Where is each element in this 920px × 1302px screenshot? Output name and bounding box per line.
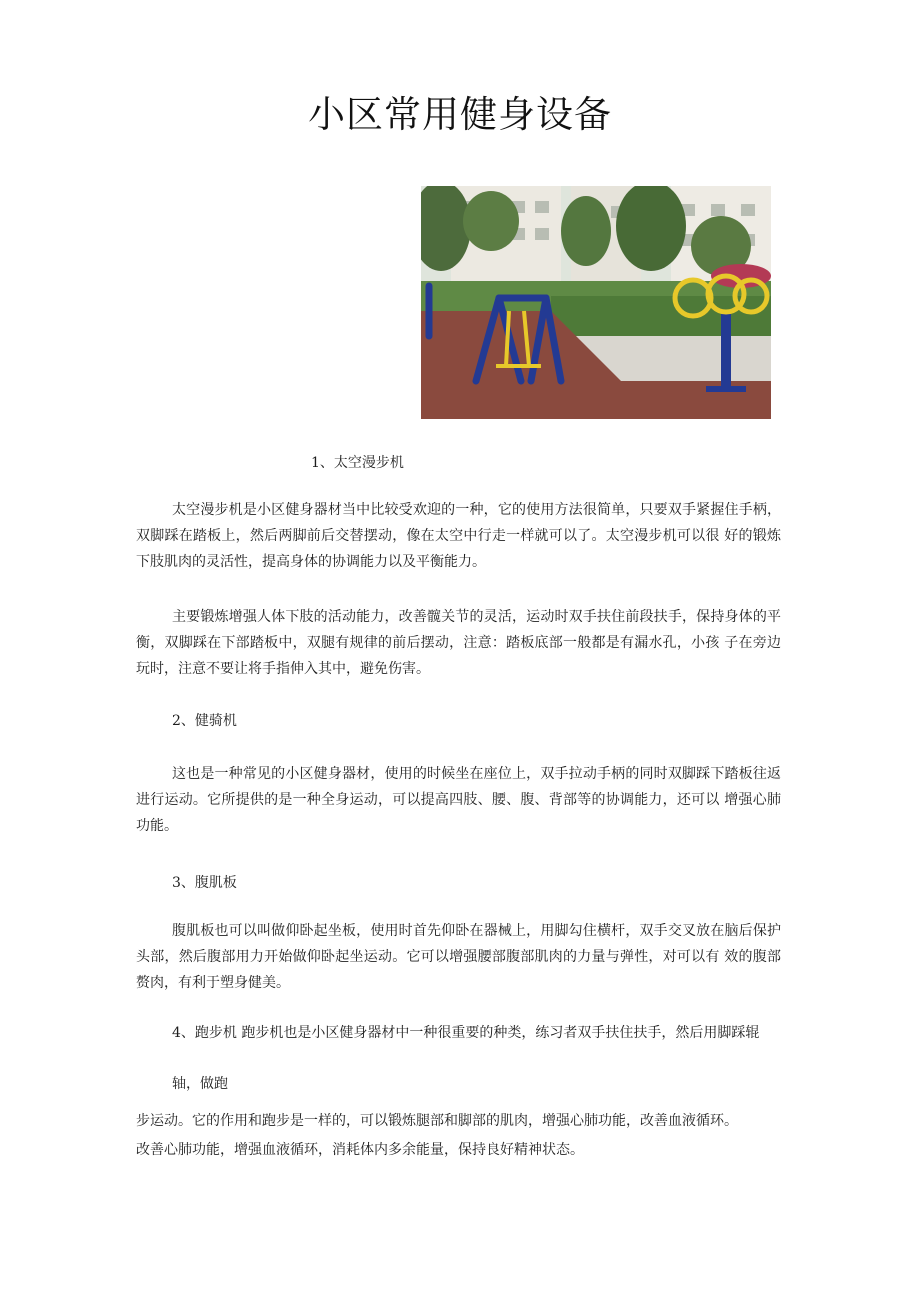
section-1-paragraph-2: 主要锻炼增强人体下肢的活动能力，改善髋关节的灵活，运动时双手扶住前段扶手，保持身体的平衡，双脚踩在下部踏板中，双腿有规律的前后摆动，注意：踏板底部一般都是有漏水孔，小孩 子在旁边玩时，注意不要让将手指伸入其中，避免伤害。 [136,609,781,677]
section-4-line-2: 步运动。它的作用和跑步是一样的，可以锻炼腿部和脚部的肌肉，增强心肺功能，改善血液循环。 [136,1113,738,1129]
photo-illustration [421,186,771,419]
section-heading-3: 3、腹肌板 [172,875,237,891]
page-title: 小区常用健身设备 [308,93,612,136]
fitness-equipment-photo [421,186,771,419]
section-4-line-3: 改善心肺功能，增强血液循环，消耗体内多余能量，保持良好精神状态。 [136,1142,584,1158]
section-heading-4: 4、跑步机 跑步机也是小区健身器材中一种很重要的种类，练习者双手扶住扶手，然后用脚踩辊 [172,1025,760,1041]
section-4-line-1: 轴，做跑 [172,1076,228,1092]
section-heading-1: 1、太空漫步机 [311,455,404,471]
section-heading-2: 2、健骑机 [172,713,237,729]
section-2-paragraph-1: 这也是一种常见的小区健身器材，使用的时候坐在座位上，双手拉动手柄的同时双脚踩下踏板往返进行运动。它所提供的是一种全身运动，可以提高四肢、腰、腹、背部等的协调能力，还可以 增强心肺功能。 [136,766,781,834]
section-3-paragraph-1: 腹肌板也可以叫做仰卧起坐板，使用时首先仰卧在器械上，用脚勾住横杆，双手交叉放在脑后保护头部，然后腹部用力开始做仰卧起坐运动。它可以增强腰部腹部肌肉的力量与弹性，对可以有 效的腹部赘肉，有利于塑身健美。 [136,923,781,991]
section-1-paragraph-1: 太空漫步机是小区健身器材当中比较受欢迎的一种，它的使用方法很简单，只要双手紧握住手柄，双脚踩在踏板上，然后两脚前后交替摆动，像在太空中行走一样就可以了。太空漫步机可以很 好的锻炼下肢肌肉的灵活性，提高身体的协调能力以及平衡能力。 [136,502,781,570]
